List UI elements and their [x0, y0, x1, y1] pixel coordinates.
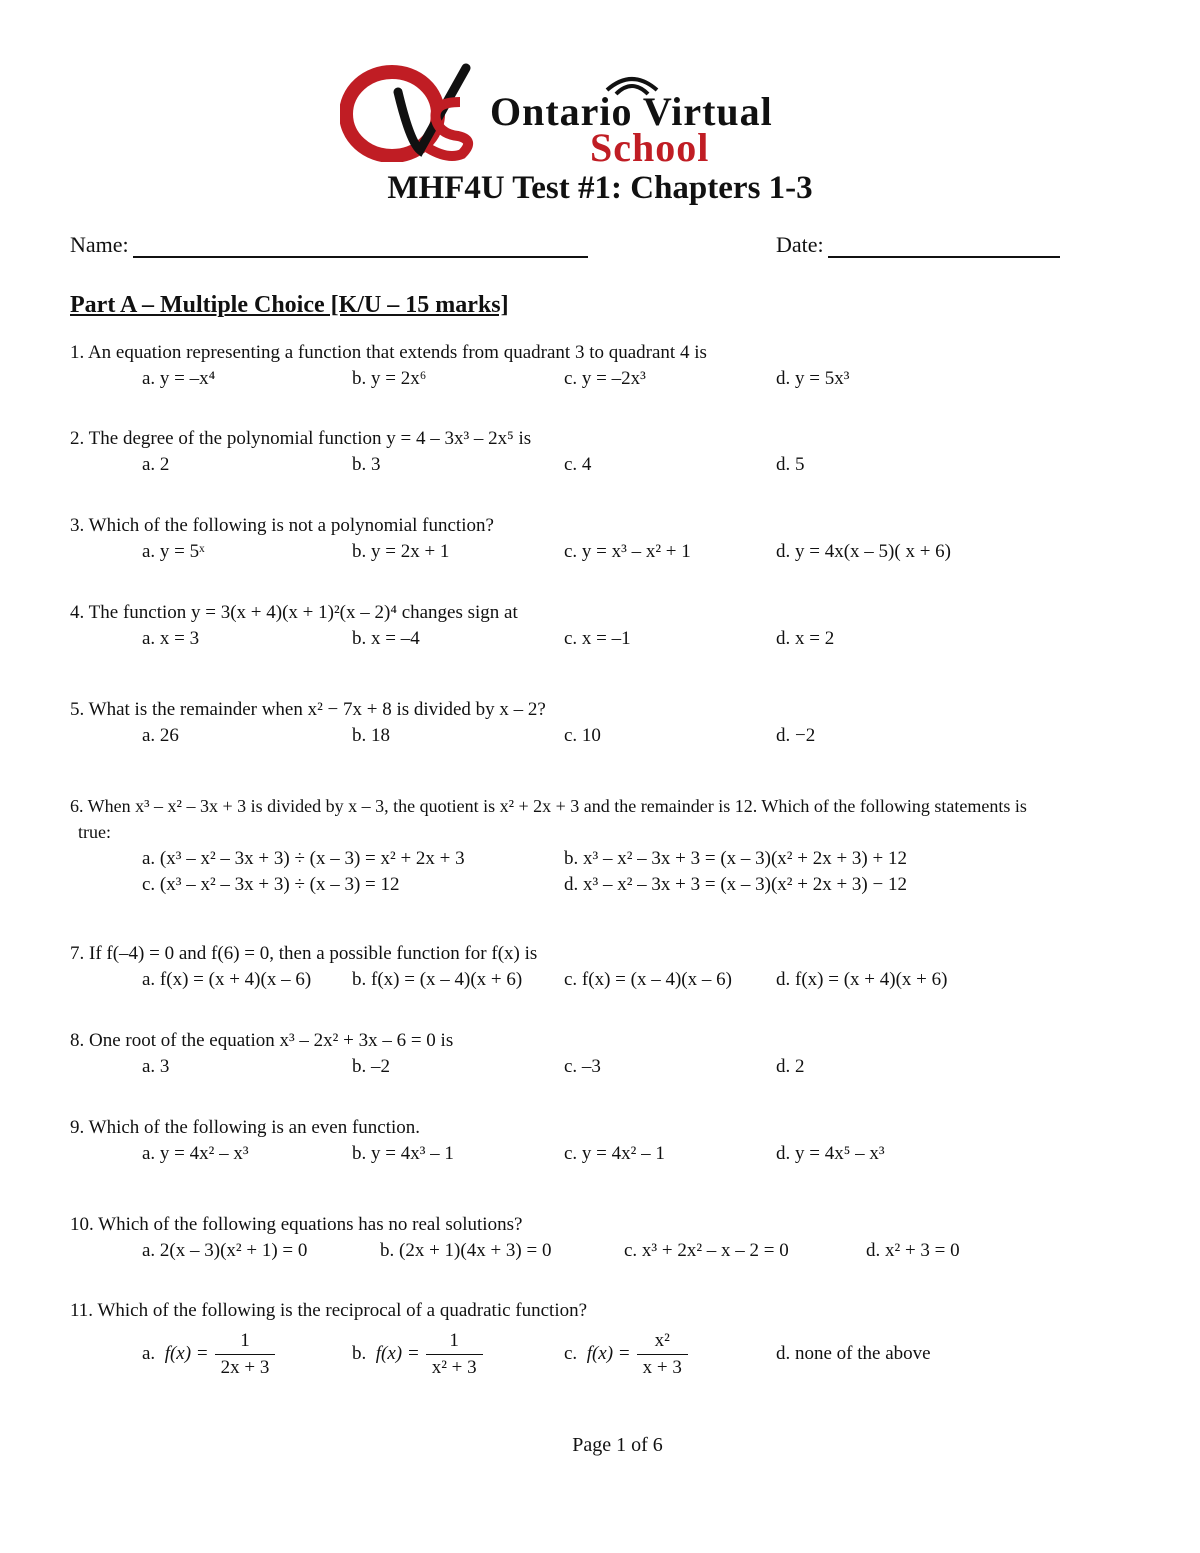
option-b[interactable]: b. f(x) = (x – 4)(x + 6)	[352, 969, 523, 990]
page-title: MHF4U Test #1: Chapters 1-3	[387, 170, 813, 206]
option-d[interactable]: d. x = 2	[776, 628, 835, 649]
logo-line-1: Ontario Virtual	[490, 89, 773, 134]
name-blank-line[interactable]	[133, 234, 588, 258]
question-stem: 4. The function y = 3(x + 4)(x + 1)²(x – 2)⁴ changes sign at	[70, 602, 518, 623]
school-logo	[340, 62, 870, 170]
option-d[interactable]: d. x³ – x² – 3x + 3 = (x – 3)(x² + 2x + 3) − 12	[564, 874, 907, 895]
option-c[interactable]: c. f(x) = (x – 4)(x – 6)	[564, 969, 732, 990]
question-1	[70, 342, 850, 394]
question-stem: 1. An equation representing a function that extends from quadrant 3 to quadrant 4 is	[70, 342, 707, 363]
option-b[interactable]: b. 18	[352, 725, 390, 746]
logo-line-2: School	[590, 125, 710, 170]
denominator: x + 3	[637, 1354, 688, 1379]
option-c[interactable]: c. y = 4x² – 1	[564, 1143, 665, 1164]
option-label: b.	[352, 1343, 367, 1364]
option-c[interactable]	[564, 1326, 688, 1382]
option-lhs: f(x) =	[164, 1343, 209, 1364]
question-10	[70, 1214, 960, 1266]
option-d[interactable]: d. y = 4x(x – 5)( x + 6)	[776, 541, 951, 562]
question-stem: 5. What is the remainder when x² − 7x + 8 is divided by x – 2?	[70, 699, 546, 720]
option-c[interactable]: c. y = –2x³	[564, 368, 646, 389]
option-b[interactable]: b. (2x + 1)(4x + 3) = 0	[380, 1240, 552, 1261]
date-blank-line[interactable]	[828, 234, 1060, 258]
option-b[interactable]: b. y = 4x³ – 1	[352, 1143, 454, 1164]
question-2	[70, 428, 805, 480]
question-9	[70, 1117, 885, 1169]
option-lhs: f(x) =	[375, 1343, 420, 1364]
fraction	[426, 1330, 483, 1379]
option-a[interactable]: a. (x³ – x² – 3x + 3) ÷ (x – 3) = x² + 2x + 3	[142, 848, 465, 869]
option-label: d. none of the above	[776, 1343, 931, 1364]
fraction	[637, 1330, 688, 1379]
name-label: Name:	[70, 232, 129, 257]
option-label: c.	[564, 1343, 578, 1364]
option-d[interactable]: d. y = 4x⁵ – x³	[776, 1143, 885, 1164]
numerator: 1	[449, 1329, 459, 1351]
question-stem: 3. Which of the following is not a polynomial function?	[70, 515, 494, 536]
date-field	[776, 232, 1060, 258]
fraction	[215, 1330, 276, 1379]
question-6	[70, 796, 1027, 900]
option-c[interactable]: c. 10	[564, 725, 601, 746]
option-b[interactable]: b. y = 2x + 1	[352, 541, 450, 562]
part-a-heading: Part A – Multiple Choice [K/U – 15 marks]	[70, 292, 509, 318]
option-d[interactable]: d. f(x) = (x + 4)(x + 6)	[776, 969, 948, 990]
denominator: x² + 3	[426, 1354, 483, 1379]
option-label: a.	[142, 1343, 156, 1364]
option-a[interactable]: a. x = 3	[142, 628, 200, 649]
question-stem: 7. If f(–4) = 0 and f(6) = 0, then a possible function for f(x) is	[70, 943, 538, 964]
option-a[interactable]: a. 3	[142, 1056, 170, 1077]
question-11	[70, 1300, 931, 1386]
option-c[interactable]: c. (x³ – x² – 3x + 3) ÷ (x – 3) = 12	[142, 874, 400, 895]
option-d[interactable]: d. y = 5x³	[776, 368, 850, 389]
denominator: 2x + 3	[215, 1354, 276, 1379]
question-stem-continued: true:	[78, 822, 111, 842]
option-b[interactable]: b. –2	[352, 1056, 390, 1077]
option-a[interactable]: a. y = 5ˣ	[142, 541, 205, 562]
question-stem: 9. Which of the following is an even function.	[70, 1117, 421, 1138]
logo-school-name	[490, 88, 773, 170]
question-4	[70, 602, 835, 654]
option-a[interactable]: a. y = 4x² – x³	[142, 1143, 249, 1164]
question-7	[70, 943, 948, 995]
option-b[interactable]: b. x³ – x² – 3x + 3 = (x – 3)(x² + 2x + 3) + 12	[564, 848, 907, 869]
numerator: 1	[240, 1329, 250, 1351]
option-a[interactable]	[142, 1326, 275, 1382]
option-lhs: f(x) =	[586, 1343, 631, 1364]
logo-mark-icon	[340, 62, 500, 162]
option-d[interactable]: d. x² + 3 = 0	[866, 1240, 960, 1261]
option-c[interactable]: c. 4	[564, 454, 592, 475]
option-c[interactable]: c. –3	[564, 1056, 601, 1077]
page-number: Page 1 of 6	[572, 1434, 663, 1456]
question-stem: 10. Which of the following equations has no real solutions?	[70, 1214, 523, 1235]
question-8	[70, 1030, 805, 1082]
option-d[interactable]	[776, 1326, 931, 1382]
option-d[interactable]: d. 5	[776, 454, 805, 475]
option-b[interactable]	[352, 1326, 483, 1382]
numerator: x²	[654, 1329, 670, 1351]
option-d[interactable]: d. −2	[776, 725, 816, 746]
option-c[interactable]: c. y = x³ – x² + 1	[564, 541, 691, 562]
question-stem: 2. The degree of the polynomial function y = 4 – 3x³ – 2x⁵ is	[70, 428, 532, 449]
name-field	[70, 232, 588, 258]
question-stem: 6. When x³ – x² – 3x + 3 is divided by x – 3, the quotient is x² + 2x + 3 and the remainder is 12. Which of the following statements is	[70, 796, 1027, 816]
question-5	[70, 699, 816, 751]
option-c[interactable]: c. x³ + 2x² – x – 2 = 0	[624, 1240, 789, 1261]
date-label: Date:	[776, 232, 824, 257]
option-a[interactable]: a. 2(x – 3)(x² + 1) = 0	[142, 1240, 308, 1261]
option-b[interactable]: b. x = –4	[352, 628, 420, 649]
option-b[interactable]: b. y = 2x⁶	[352, 368, 427, 389]
option-c[interactable]: c. x = –1	[564, 628, 631, 649]
option-d[interactable]: d. 2	[776, 1056, 805, 1077]
option-a[interactable]: a. 26	[142, 725, 179, 746]
question-3	[70, 515, 951, 567]
question-stem: 11. Which of the following is the reciprocal of a quadratic function?	[70, 1300, 588, 1321]
option-a[interactable]: a. f(x) = (x + 4)(x – 6)	[142, 969, 312, 990]
option-a[interactable]: a. y = –x⁴	[142, 368, 216, 389]
option-a[interactable]: a. 2	[142, 454, 170, 475]
question-stem: 8. One root of the equation x³ – 2x² + 3x – 6 = 0 is	[70, 1030, 454, 1051]
option-b[interactable]: b. 3	[352, 454, 381, 475]
